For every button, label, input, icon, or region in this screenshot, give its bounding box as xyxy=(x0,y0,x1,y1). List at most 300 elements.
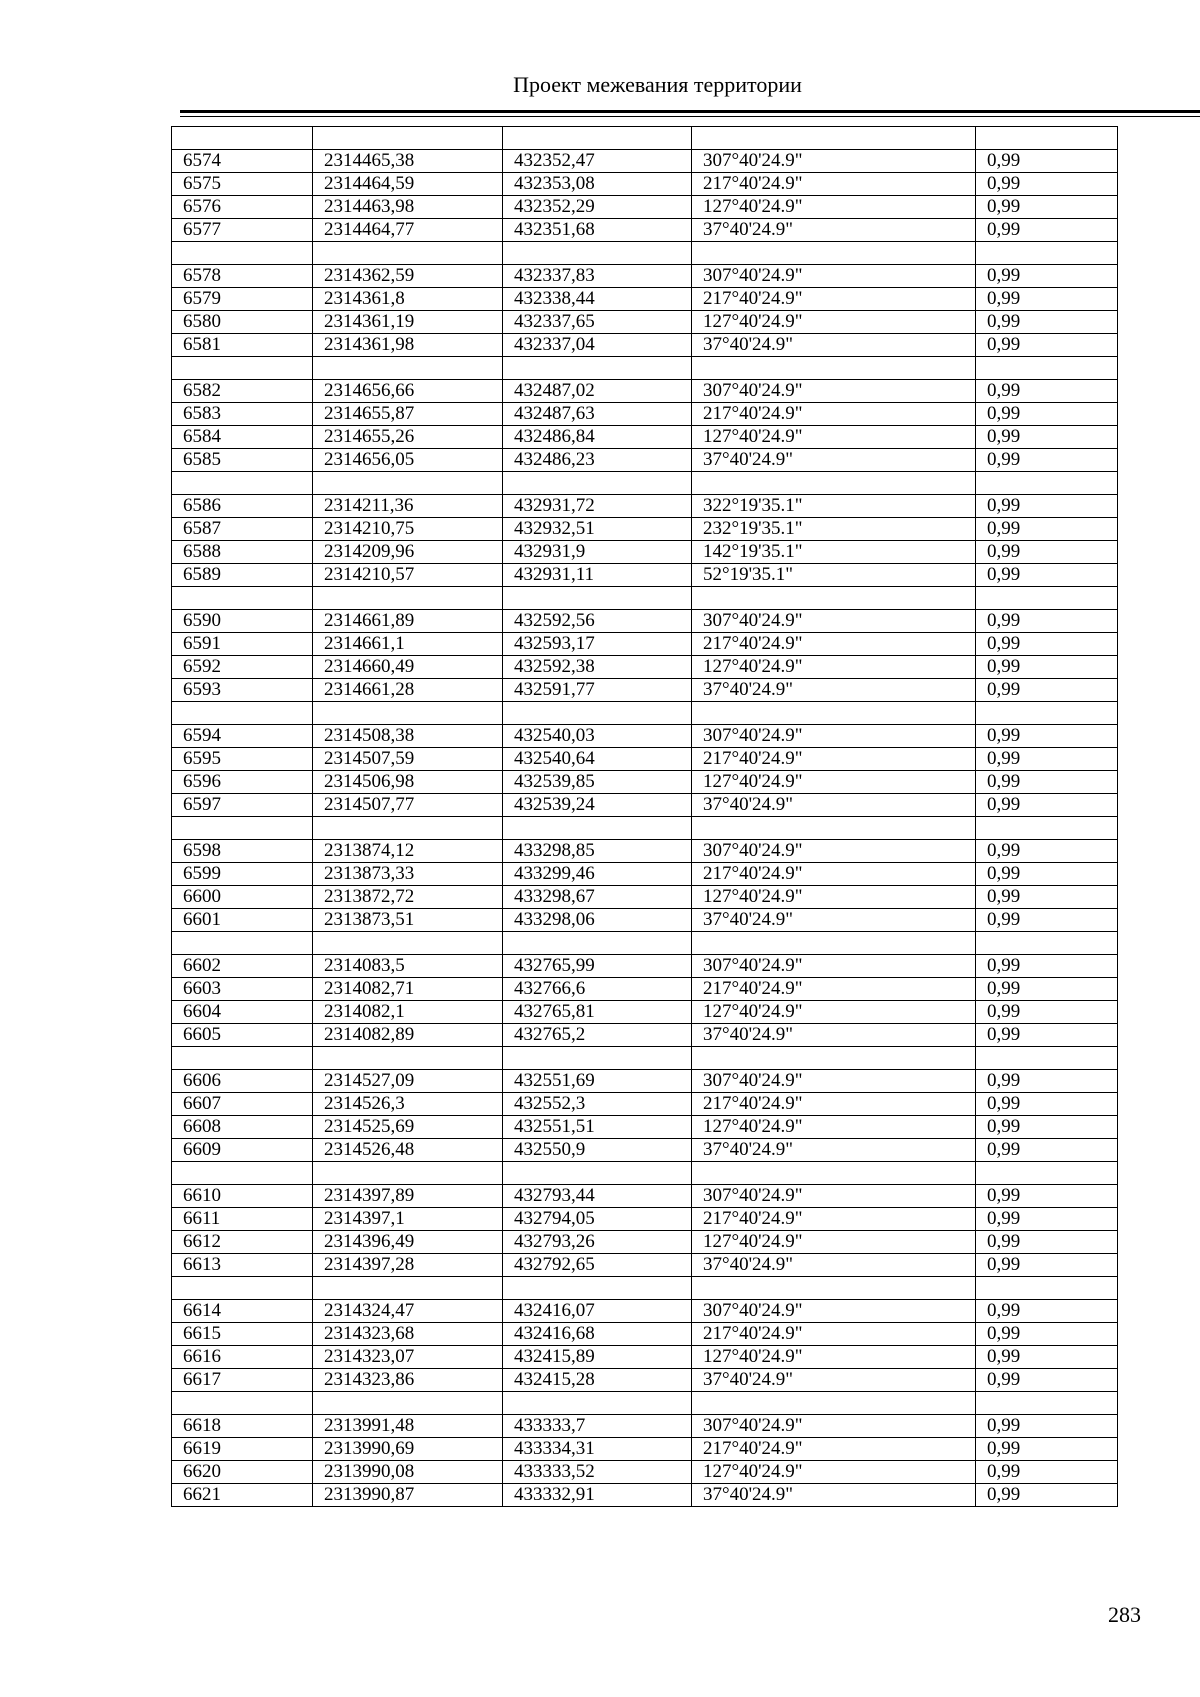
empty-cell xyxy=(313,242,503,265)
x-coordinate-cell: 2314362,59 xyxy=(313,265,503,288)
length-cell: 0,99 xyxy=(976,1461,1118,1484)
table-row xyxy=(172,380,1118,403)
length-cell: 0,99 xyxy=(976,1484,1118,1507)
direction-angle-cell: 307°40'24.9" xyxy=(692,610,976,633)
y-coordinate-cell: 433334,31 xyxy=(503,1438,692,1461)
direction-angle-cell: 232°19'35.1" xyxy=(692,518,976,541)
page-header-title: Проект межевания территории xyxy=(513,72,802,97)
direction-angle-cell: 217°40'24.9" xyxy=(692,863,976,886)
table-row xyxy=(172,1208,1118,1231)
x-coordinate-cell: 2314463,98 xyxy=(313,196,503,219)
y-coordinate-cell: 432793,26 xyxy=(503,1231,692,1254)
y-coordinate-cell: 432337,83 xyxy=(503,265,692,288)
y-coordinate-cell: 432539,85 xyxy=(503,771,692,794)
direction-angle-cell: 127°40'24.9" xyxy=(692,886,976,909)
point-number-cell: 6607 xyxy=(172,1093,313,1116)
x-coordinate-cell: 2313991,48 xyxy=(313,1415,503,1438)
y-coordinate-cell: 433333,52 xyxy=(503,1461,692,1484)
point-number-cell: 6601 xyxy=(172,909,313,932)
direction-angle-cell: 307°40'24.9" xyxy=(692,380,976,403)
direction-angle-cell: 217°40'24.9" xyxy=(692,173,976,196)
point-number-cell: 6614 xyxy=(172,1300,313,1323)
x-coordinate-cell: 2314526,48 xyxy=(313,1139,503,1162)
empty-cell xyxy=(313,127,503,150)
point-number-cell: 6593 xyxy=(172,679,313,702)
x-coordinate-cell: 2314361,19 xyxy=(313,311,503,334)
table-row xyxy=(172,679,1118,702)
point-number-cell: 6619 xyxy=(172,1438,313,1461)
length-cell: 0,99 xyxy=(976,909,1118,932)
direction-angle-cell: 307°40'24.9" xyxy=(692,840,976,863)
direction-angle-cell: 37°40'24.9" xyxy=(692,449,976,472)
direction-angle-cell: 142°19'35.1" xyxy=(692,541,976,564)
empty-cell xyxy=(692,472,976,495)
point-number-cell: 6616 xyxy=(172,1346,313,1369)
table-row xyxy=(172,1139,1118,1162)
direction-angle-cell: 127°40'24.9" xyxy=(692,1231,976,1254)
length-cell: 0,99 xyxy=(976,1093,1118,1116)
empty-cell xyxy=(692,702,976,725)
y-coordinate-cell: 432540,64 xyxy=(503,748,692,771)
spacer-row xyxy=(172,817,1118,840)
length-cell: 0,99 xyxy=(976,955,1118,978)
y-coordinate-cell: 432794,05 xyxy=(503,1208,692,1231)
direction-angle-cell: 127°40'24.9" xyxy=(692,311,976,334)
y-coordinate-cell: 432793,44 xyxy=(503,1185,692,1208)
point-number-cell: 6594 xyxy=(172,725,313,748)
x-coordinate-cell: 2313873,33 xyxy=(313,863,503,886)
point-number-cell: 6591 xyxy=(172,633,313,656)
direction-angle-cell: 217°40'24.9" xyxy=(692,748,976,771)
table-row xyxy=(172,196,1118,219)
direction-angle-cell: 217°40'24.9" xyxy=(692,633,976,656)
table-row xyxy=(172,1300,1118,1323)
length-cell: 0,99 xyxy=(976,1415,1118,1438)
table-row xyxy=(172,1116,1118,1139)
table-row xyxy=(172,1093,1118,1116)
direction-angle-cell: 217°40'24.9" xyxy=(692,1093,976,1116)
direction-angle-cell: 37°40'24.9" xyxy=(692,679,976,702)
empty-cell xyxy=(503,242,692,265)
empty-cell xyxy=(976,1392,1118,1415)
point-number-cell: 6595 xyxy=(172,748,313,771)
x-coordinate-cell: 2314082,89 xyxy=(313,1024,503,1047)
table-row xyxy=(172,794,1118,817)
direction-angle-cell: 37°40'24.9" xyxy=(692,794,976,817)
empty-cell xyxy=(313,1162,503,1185)
empty-cell xyxy=(503,817,692,840)
empty-cell xyxy=(976,817,1118,840)
empty-cell xyxy=(692,242,976,265)
empty-cell xyxy=(976,587,1118,610)
length-cell: 0,99 xyxy=(976,1300,1118,1323)
x-coordinate-cell: 2313990,69 xyxy=(313,1438,503,1461)
empty-cell xyxy=(503,357,692,380)
spacer-row xyxy=(172,242,1118,265)
point-number-cell: 6589 xyxy=(172,564,313,587)
length-cell: 0,99 xyxy=(976,380,1118,403)
point-number-cell: 6579 xyxy=(172,288,313,311)
table-row xyxy=(172,1323,1118,1346)
x-coordinate-cell: 2314323,86 xyxy=(313,1369,503,1392)
empty-cell xyxy=(172,1162,313,1185)
length-cell: 0,99 xyxy=(976,1231,1118,1254)
empty-cell xyxy=(692,127,976,150)
y-coordinate-cell: 432765,99 xyxy=(503,955,692,978)
point-number-cell: 6600 xyxy=(172,886,313,909)
x-coordinate-cell: 2314323,68 xyxy=(313,1323,503,1346)
empty-cell xyxy=(692,1047,976,1070)
table-row xyxy=(172,863,1118,886)
length-cell: 0,99 xyxy=(976,863,1118,886)
empty-cell xyxy=(503,587,692,610)
point-number-cell: 6621 xyxy=(172,1484,313,1507)
length-cell: 0,99 xyxy=(976,1001,1118,1024)
empty-cell xyxy=(172,587,313,610)
point-number-cell: 6612 xyxy=(172,1231,313,1254)
y-coordinate-cell: 432551,51 xyxy=(503,1116,692,1139)
y-coordinate-cell: 432416,68 xyxy=(503,1323,692,1346)
length-cell: 0,99 xyxy=(976,541,1118,564)
direction-angle-cell: 217°40'24.9" xyxy=(692,978,976,1001)
length-cell: 0,99 xyxy=(976,978,1118,1001)
point-number-cell: 6604 xyxy=(172,1001,313,1024)
x-coordinate-cell: 2314083,5 xyxy=(313,955,503,978)
direction-angle-cell: 322°19'35.1" xyxy=(692,495,976,518)
length-cell: 0,99 xyxy=(976,173,1118,196)
length-cell: 0,99 xyxy=(976,1208,1118,1231)
x-coordinate-cell: 2314464,77 xyxy=(313,219,503,242)
table-row xyxy=(172,334,1118,357)
empty-cell xyxy=(313,1277,503,1300)
x-coordinate-cell: 2314361,98 xyxy=(313,334,503,357)
table-row xyxy=(172,1001,1118,1024)
table-row xyxy=(172,495,1118,518)
empty-cell xyxy=(692,1392,976,1415)
x-coordinate-cell: 2313990,08 xyxy=(313,1461,503,1484)
point-number-cell: 6597 xyxy=(172,794,313,817)
x-coordinate-cell: 2314082,1 xyxy=(313,1001,503,1024)
x-coordinate-cell: 2314396,49 xyxy=(313,1231,503,1254)
table-row xyxy=(172,426,1118,449)
length-cell: 0,99 xyxy=(976,1024,1118,1047)
table-row xyxy=(172,1254,1118,1277)
table-row xyxy=(172,265,1118,288)
y-coordinate-cell: 432416,07 xyxy=(503,1300,692,1323)
length-cell: 0,99 xyxy=(976,518,1118,541)
length-cell: 0,99 xyxy=(976,1139,1118,1162)
x-coordinate-cell: 2313872,72 xyxy=(313,886,503,909)
x-coordinate-cell: 2314465,38 xyxy=(313,150,503,173)
length-cell: 0,99 xyxy=(976,794,1118,817)
empty-cell xyxy=(172,127,313,150)
empty-cell xyxy=(503,127,692,150)
x-coordinate-cell: 2314209,96 xyxy=(313,541,503,564)
length-cell: 0,99 xyxy=(976,771,1118,794)
table-row xyxy=(172,725,1118,748)
length-cell: 0,99 xyxy=(976,1116,1118,1139)
empty-cell xyxy=(976,472,1118,495)
y-coordinate-cell: 432550,9 xyxy=(503,1139,692,1162)
table-row xyxy=(172,564,1118,587)
empty-cell xyxy=(313,1392,503,1415)
length-cell: 0,99 xyxy=(976,1254,1118,1277)
empty-cell xyxy=(503,702,692,725)
y-coordinate-cell: 432415,28 xyxy=(503,1369,692,1392)
y-coordinate-cell: 432592,56 xyxy=(503,610,692,633)
empty-cell xyxy=(976,242,1118,265)
empty-cell xyxy=(692,357,976,380)
table-row xyxy=(172,311,1118,334)
direction-angle-cell: 217°40'24.9" xyxy=(692,1323,976,1346)
length-cell: 0,99 xyxy=(976,334,1118,357)
direction-angle-cell: 127°40'24.9" xyxy=(692,656,976,679)
x-coordinate-cell: 2313990,87 xyxy=(313,1484,503,1507)
x-coordinate-cell: 2314397,28 xyxy=(313,1254,503,1277)
empty-cell xyxy=(172,702,313,725)
empty-cell xyxy=(503,1047,692,1070)
y-coordinate-cell: 432486,84 xyxy=(503,426,692,449)
y-coordinate-cell: 432931,72 xyxy=(503,495,692,518)
spacer-row xyxy=(172,702,1118,725)
point-number-cell: 6576 xyxy=(172,196,313,219)
point-number-cell: 6582 xyxy=(172,380,313,403)
y-coordinate-cell: 432551,69 xyxy=(503,1070,692,1093)
point-number-cell: 6584 xyxy=(172,426,313,449)
direction-angle-cell: 307°40'24.9" xyxy=(692,1070,976,1093)
empty-cell xyxy=(976,1162,1118,1185)
point-number-cell: 6585 xyxy=(172,449,313,472)
point-number-cell: 6598 xyxy=(172,840,313,863)
y-coordinate-cell: 433332,91 xyxy=(503,1484,692,1507)
point-number-cell: 6574 xyxy=(172,150,313,173)
length-cell: 0,99 xyxy=(976,1185,1118,1208)
table-row xyxy=(172,1369,1118,1392)
length-cell: 0,99 xyxy=(976,265,1118,288)
point-number-cell: 6599 xyxy=(172,863,313,886)
direction-angle-cell: 307°40'24.9" xyxy=(692,265,976,288)
y-coordinate-cell: 433299,46 xyxy=(503,863,692,886)
y-coordinate-cell: 433333,7 xyxy=(503,1415,692,1438)
point-number-cell: 6603 xyxy=(172,978,313,1001)
x-coordinate-cell: 2314507,77 xyxy=(313,794,503,817)
table-row xyxy=(172,288,1118,311)
table-row xyxy=(172,1415,1118,1438)
empty-cell xyxy=(313,472,503,495)
table-row xyxy=(172,1070,1118,1093)
point-number-cell: 6606 xyxy=(172,1070,313,1093)
y-coordinate-cell: 432337,04 xyxy=(503,334,692,357)
length-cell: 0,99 xyxy=(976,656,1118,679)
y-coordinate-cell: 432552,3 xyxy=(503,1093,692,1116)
direction-angle-cell: 37°40'24.9" xyxy=(692,909,976,932)
table-row xyxy=(172,748,1118,771)
point-number-cell: 6587 xyxy=(172,518,313,541)
x-coordinate-cell: 2314464,59 xyxy=(313,173,503,196)
x-coordinate-cell: 2314323,07 xyxy=(313,1346,503,1369)
y-coordinate-cell: 433298,67 xyxy=(503,886,692,909)
y-coordinate-cell: 432337,65 xyxy=(503,311,692,334)
x-coordinate-cell: 2314397,89 xyxy=(313,1185,503,1208)
point-number-cell: 6580 xyxy=(172,311,313,334)
x-coordinate-cell: 2314324,47 xyxy=(313,1300,503,1323)
x-coordinate-cell: 2314661,28 xyxy=(313,679,503,702)
y-coordinate-cell: 432351,68 xyxy=(503,219,692,242)
empty-cell xyxy=(692,817,976,840)
direction-angle-cell: 127°40'24.9" xyxy=(692,1346,976,1369)
y-coordinate-cell: 432593,17 xyxy=(503,633,692,656)
point-number-cell: 6613 xyxy=(172,1254,313,1277)
direction-angle-cell: 307°40'24.9" xyxy=(692,1415,976,1438)
empty-cell xyxy=(172,242,313,265)
direction-angle-cell: 37°40'24.9" xyxy=(692,1024,976,1047)
direction-angle-cell: 307°40'24.9" xyxy=(692,955,976,978)
length-cell: 0,99 xyxy=(976,150,1118,173)
empty-cell xyxy=(976,1047,1118,1070)
table-row xyxy=(172,403,1118,426)
length-cell: 0,99 xyxy=(976,725,1118,748)
point-number-cell: 6620 xyxy=(172,1461,313,1484)
point-number-cell: 6605 xyxy=(172,1024,313,1047)
empty-cell xyxy=(313,932,503,955)
length-cell: 0,99 xyxy=(976,886,1118,909)
point-number-cell: 6586 xyxy=(172,495,313,518)
empty-cell xyxy=(503,1392,692,1415)
spacer-row xyxy=(172,357,1118,380)
direction-angle-cell: 37°40'24.9" xyxy=(692,1484,976,1507)
x-coordinate-cell: 2314661,89 xyxy=(313,610,503,633)
empty-cell xyxy=(503,1277,692,1300)
length-cell: 0,99 xyxy=(976,610,1118,633)
direction-angle-cell: 217°40'24.9" xyxy=(692,403,976,426)
spacer-row xyxy=(172,472,1118,495)
y-coordinate-cell: 432765,2 xyxy=(503,1024,692,1047)
table-row xyxy=(172,150,1118,173)
length-cell: 0,99 xyxy=(976,748,1118,771)
table-row xyxy=(172,449,1118,472)
x-coordinate-cell: 2314656,05 xyxy=(313,449,503,472)
direction-angle-cell: 307°40'24.9" xyxy=(692,150,976,173)
x-coordinate-cell: 2314525,69 xyxy=(313,1116,503,1139)
empty-cell xyxy=(976,127,1118,150)
direction-angle-cell: 37°40'24.9" xyxy=(692,1139,976,1162)
y-coordinate-cell: 432792,65 xyxy=(503,1254,692,1277)
point-number-cell: 6581 xyxy=(172,334,313,357)
direction-angle-cell: 37°40'24.9" xyxy=(692,1369,976,1392)
point-number-cell: 6588 xyxy=(172,541,313,564)
empty-cell xyxy=(313,1047,503,1070)
empty-cell xyxy=(503,932,692,955)
direction-angle-cell: 37°40'24.9" xyxy=(692,219,976,242)
table-row xyxy=(172,541,1118,564)
empty-cell xyxy=(313,357,503,380)
x-coordinate-cell: 2314508,38 xyxy=(313,725,503,748)
length-cell: 0,99 xyxy=(976,1323,1118,1346)
y-coordinate-cell: 432592,38 xyxy=(503,656,692,679)
y-coordinate-cell: 432539,24 xyxy=(503,794,692,817)
length-cell: 0,99 xyxy=(976,495,1118,518)
table-row xyxy=(172,1185,1118,1208)
y-coordinate-cell: 432352,29 xyxy=(503,196,692,219)
table-row xyxy=(172,1438,1118,1461)
y-coordinate-cell: 432932,51 xyxy=(503,518,692,541)
spacer-row xyxy=(172,1277,1118,1300)
x-coordinate-cell: 2314526,3 xyxy=(313,1093,503,1116)
empty-cell xyxy=(172,1392,313,1415)
empty-cell xyxy=(976,1277,1118,1300)
y-coordinate-cell: 432487,02 xyxy=(503,380,692,403)
point-number-cell: 6615 xyxy=(172,1323,313,1346)
table-row xyxy=(172,978,1118,1001)
x-coordinate-cell: 2314661,1 xyxy=(313,633,503,656)
x-coordinate-cell: 2314211,36 xyxy=(313,495,503,518)
y-coordinate-cell: 432415,89 xyxy=(503,1346,692,1369)
y-coordinate-cell: 433298,85 xyxy=(503,840,692,863)
empty-cell xyxy=(172,932,313,955)
point-number-cell: 6610 xyxy=(172,1185,313,1208)
point-number-cell: 6618 xyxy=(172,1415,313,1438)
length-cell: 0,99 xyxy=(976,403,1118,426)
table-row xyxy=(172,518,1118,541)
x-coordinate-cell: 2314397,1 xyxy=(313,1208,503,1231)
length-cell: 0,99 xyxy=(976,449,1118,472)
spacer-row xyxy=(172,587,1118,610)
point-number-cell: 6575 xyxy=(172,173,313,196)
x-coordinate-cell: 2314361,8 xyxy=(313,288,503,311)
table-row xyxy=(172,173,1118,196)
table-row xyxy=(172,1484,1118,1507)
direction-angle-cell: 127°40'24.9" xyxy=(692,771,976,794)
direction-angle-cell: 127°40'24.9" xyxy=(692,196,976,219)
y-coordinate-cell: 432766,6 xyxy=(503,978,692,1001)
empty-cell xyxy=(172,1277,313,1300)
empty-cell xyxy=(976,702,1118,725)
direction-angle-cell: 37°40'24.9" xyxy=(692,1254,976,1277)
empty-cell xyxy=(313,702,503,725)
length-cell: 0,99 xyxy=(976,1346,1118,1369)
y-coordinate-cell: 432931,11 xyxy=(503,564,692,587)
empty-cell xyxy=(692,1162,976,1185)
length-cell: 0,99 xyxy=(976,840,1118,863)
empty-cell xyxy=(976,357,1118,380)
empty-cell xyxy=(503,472,692,495)
direction-angle-cell: 217°40'24.9" xyxy=(692,288,976,311)
empty-cell xyxy=(172,357,313,380)
table-row xyxy=(172,955,1118,978)
y-coordinate-cell: 432931,9 xyxy=(503,541,692,564)
x-coordinate-cell: 2314527,09 xyxy=(313,1070,503,1093)
empty-cell xyxy=(313,587,503,610)
length-cell: 0,99 xyxy=(976,311,1118,334)
y-coordinate-cell: 432352,47 xyxy=(503,150,692,173)
direction-angle-cell: 52°19'35.1" xyxy=(692,564,976,587)
x-coordinate-cell: 2314210,75 xyxy=(313,518,503,541)
empty-cell xyxy=(503,1162,692,1185)
direction-angle-cell: 217°40'24.9" xyxy=(692,1438,976,1461)
spacer-row xyxy=(172,932,1118,955)
x-coordinate-cell: 2314655,26 xyxy=(313,426,503,449)
y-coordinate-cell: 433298,06 xyxy=(503,909,692,932)
header-rule-thin xyxy=(180,116,1200,117)
table-row xyxy=(172,610,1118,633)
page-number: 283 xyxy=(1108,1602,1141,1627)
x-coordinate-cell: 2314507,59 xyxy=(313,748,503,771)
point-number-cell: 6596 xyxy=(172,771,313,794)
empty-cell xyxy=(172,1047,313,1070)
point-number-cell: 6583 xyxy=(172,403,313,426)
point-number-cell: 6578 xyxy=(172,265,313,288)
x-coordinate-cell: 2314210,57 xyxy=(313,564,503,587)
